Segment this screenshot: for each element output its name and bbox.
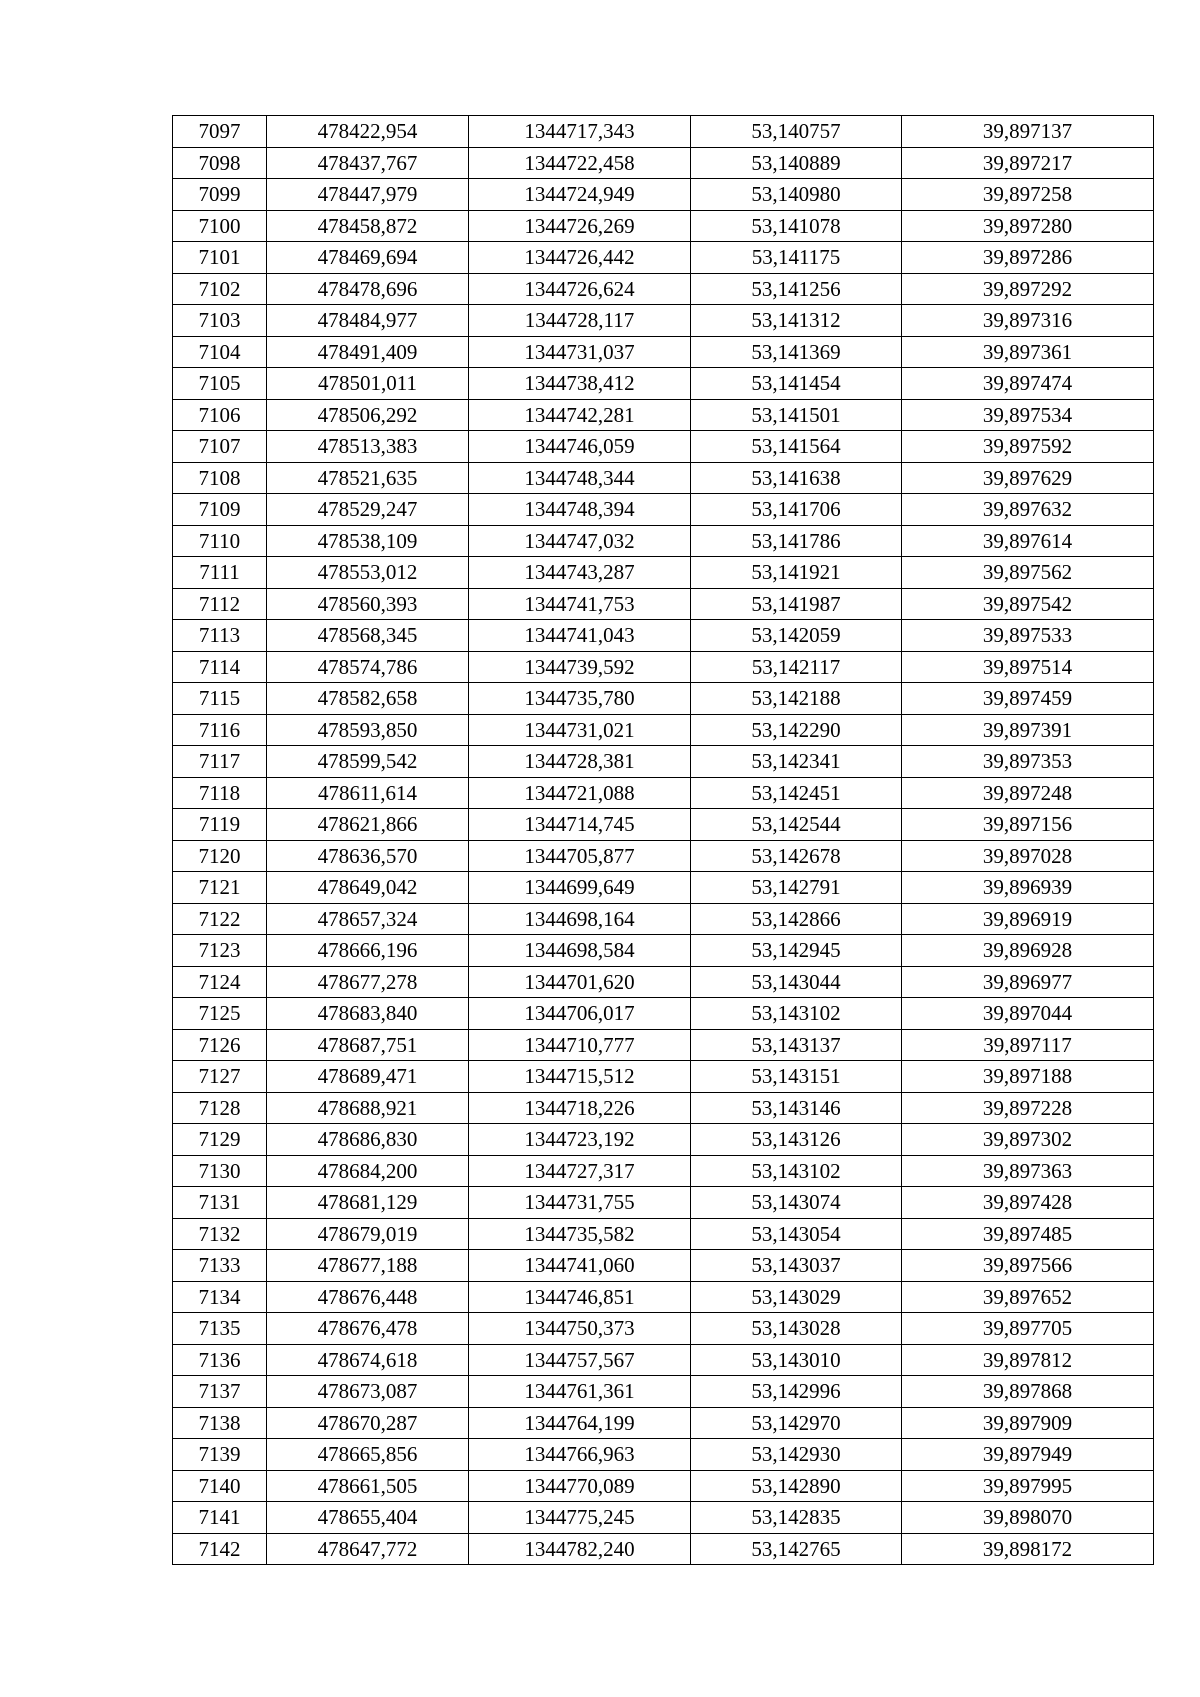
point-number-cell: 7106 <box>173 399 267 431</box>
latitude-cell: 53,142059 <box>691 620 902 652</box>
table-row <box>173 242 1154 274</box>
x-coordinate-cell: 478687,751 <box>267 1029 469 1061</box>
x-coordinate-cell: 478560,393 <box>267 588 469 620</box>
y-coordinate-cell: 1344726,624 <box>469 273 691 305</box>
coordinates-table <box>172 115 1154 1565</box>
longitude-cell: 39,897117 <box>902 1029 1154 1061</box>
x-coordinate-cell: 478529,247 <box>267 494 469 526</box>
longitude-cell: 39,897316 <box>902 305 1154 337</box>
table-row <box>173 273 1154 305</box>
x-coordinate-cell: 478661,505 <box>267 1470 469 1502</box>
y-coordinate-cell: 1344701,620 <box>469 966 691 998</box>
point-number-cell: 7131 <box>173 1187 267 1219</box>
x-coordinate-cell: 478673,087 <box>267 1376 469 1408</box>
longitude-cell: 39,897542 <box>902 588 1154 620</box>
y-coordinate-cell: 1344748,394 <box>469 494 691 526</box>
y-coordinate-cell: 1344766,963 <box>469 1439 691 1471</box>
x-coordinate-cell: 478666,196 <box>267 935 469 967</box>
table-row <box>173 1061 1154 1093</box>
x-coordinate-cell: 478568,345 <box>267 620 469 652</box>
x-coordinate-cell: 478437,767 <box>267 147 469 179</box>
x-coordinate-cell: 478478,696 <box>267 273 469 305</box>
latitude-cell: 53,141638 <box>691 462 902 494</box>
longitude-cell: 39,897949 <box>902 1439 1154 1471</box>
point-number-cell: 7107 <box>173 431 267 463</box>
longitude-cell: 39,897705 <box>902 1313 1154 1345</box>
x-coordinate-cell: 478636,570 <box>267 840 469 872</box>
y-coordinate-cell: 1344757,567 <box>469 1344 691 1376</box>
longitude-cell: 39,897156 <box>902 809 1154 841</box>
table-row <box>173 368 1154 400</box>
table-row <box>173 462 1154 494</box>
latitude-cell: 53,141501 <box>691 399 902 431</box>
latitude-cell: 53,142188 <box>691 683 902 715</box>
longitude-cell: 39,897248 <box>902 777 1154 809</box>
point-number-cell: 7108 <box>173 462 267 494</box>
x-coordinate-cell: 478676,478 <box>267 1313 469 1345</box>
latitude-cell: 53,143029 <box>691 1281 902 1313</box>
latitude-cell: 53,141706 <box>691 494 902 526</box>
y-coordinate-cell: 1344735,780 <box>469 683 691 715</box>
table-row <box>173 1281 1154 1313</box>
table-row <box>173 777 1154 809</box>
x-coordinate-cell: 478484,977 <box>267 305 469 337</box>
point-number-cell: 7121 <box>173 872 267 904</box>
x-coordinate-cell: 478686,830 <box>267 1124 469 1156</box>
longitude-cell: 39,897361 <box>902 336 1154 368</box>
point-number-cell: 7111 <box>173 557 267 589</box>
y-coordinate-cell: 1344738,412 <box>469 368 691 400</box>
x-coordinate-cell: 478657,324 <box>267 903 469 935</box>
y-coordinate-cell: 1344731,755 <box>469 1187 691 1219</box>
point-number-cell: 7103 <box>173 305 267 337</box>
table-row <box>173 588 1154 620</box>
latitude-cell: 53,142341 <box>691 746 902 778</box>
point-number-cell: 7133 <box>173 1250 267 1282</box>
point-number-cell: 7112 <box>173 588 267 620</box>
point-number-cell: 7142 <box>173 1533 267 1565</box>
point-number-cell: 7123 <box>173 935 267 967</box>
longitude-cell: 39,897228 <box>902 1092 1154 1124</box>
table-row <box>173 966 1154 998</box>
y-coordinate-cell: 1344747,032 <box>469 525 691 557</box>
point-number-cell: 7099 <box>173 179 267 211</box>
y-coordinate-cell: 1344714,745 <box>469 809 691 841</box>
point-number-cell: 7104 <box>173 336 267 368</box>
longitude-cell: 39,897217 <box>902 147 1154 179</box>
latitude-cell: 53,142890 <box>691 1470 902 1502</box>
y-coordinate-cell: 1344782,240 <box>469 1533 691 1565</box>
longitude-cell: 39,897292 <box>902 273 1154 305</box>
latitude-cell: 53,141564 <box>691 431 902 463</box>
x-coordinate-cell: 478521,635 <box>267 462 469 494</box>
y-coordinate-cell: 1344770,089 <box>469 1470 691 1502</box>
table-row <box>173 210 1154 242</box>
table-row <box>173 525 1154 557</box>
x-coordinate-cell: 478649,042 <box>267 872 469 904</box>
y-coordinate-cell: 1344724,949 <box>469 179 691 211</box>
y-coordinate-cell: 1344706,017 <box>469 998 691 1030</box>
x-coordinate-cell: 478665,856 <box>267 1439 469 1471</box>
longitude-cell: 39,897302 <box>902 1124 1154 1156</box>
longitude-cell: 39,897391 <box>902 714 1154 746</box>
table-row <box>173 840 1154 872</box>
longitude-cell: 39,897028 <box>902 840 1154 872</box>
latitude-cell: 53,141078 <box>691 210 902 242</box>
longitude-cell: 39,897188 <box>902 1061 1154 1093</box>
table-row <box>173 1502 1154 1534</box>
table-row <box>173 1407 1154 1439</box>
y-coordinate-cell: 1344728,381 <box>469 746 691 778</box>
longitude-cell: 39,897258 <box>902 179 1154 211</box>
longitude-cell: 39,897995 <box>902 1470 1154 1502</box>
y-coordinate-cell: 1344726,269 <box>469 210 691 242</box>
longitude-cell: 39,897280 <box>902 210 1154 242</box>
table-row <box>173 1313 1154 1345</box>
y-coordinate-cell: 1344731,037 <box>469 336 691 368</box>
y-coordinate-cell: 1344718,226 <box>469 1092 691 1124</box>
latitude-cell: 53,142866 <box>691 903 902 935</box>
latitude-cell: 53,142791 <box>691 872 902 904</box>
latitude-cell: 53,141312 <box>691 305 902 337</box>
y-coordinate-cell: 1344728,117 <box>469 305 691 337</box>
x-coordinate-cell: 478501,011 <box>267 368 469 400</box>
point-number-cell: 7118 <box>173 777 267 809</box>
y-coordinate-cell: 1344726,442 <box>469 242 691 274</box>
x-coordinate-cell: 478611,614 <box>267 777 469 809</box>
y-coordinate-cell: 1344741,043 <box>469 620 691 652</box>
latitude-cell: 53,143146 <box>691 1092 902 1124</box>
table-row <box>173 1155 1154 1187</box>
longitude-cell: 39,898070 <box>902 1502 1154 1534</box>
y-coordinate-cell: 1344717,343 <box>469 116 691 148</box>
point-number-cell: 7130 <box>173 1155 267 1187</box>
latitude-cell: 53,142544 <box>691 809 902 841</box>
longitude-cell: 39,897592 <box>902 431 1154 463</box>
latitude-cell: 53,141175 <box>691 242 902 274</box>
point-number-cell: 7102 <box>173 273 267 305</box>
latitude-cell: 53,143102 <box>691 1155 902 1187</box>
y-coordinate-cell: 1344743,287 <box>469 557 691 589</box>
x-coordinate-cell: 478458,872 <box>267 210 469 242</box>
point-number-cell: 7114 <box>173 651 267 683</box>
longitude-cell: 39,896977 <box>902 966 1154 998</box>
x-coordinate-cell: 478677,188 <box>267 1250 469 1282</box>
y-coordinate-cell: 1344723,192 <box>469 1124 691 1156</box>
point-number-cell: 7140 <box>173 1470 267 1502</box>
latitude-cell: 53,141256 <box>691 273 902 305</box>
table-row <box>173 1187 1154 1219</box>
longitude-cell: 39,897629 <box>902 462 1154 494</box>
x-coordinate-cell: 478684,200 <box>267 1155 469 1187</box>
y-coordinate-cell: 1344739,592 <box>469 651 691 683</box>
table-row <box>173 1218 1154 1250</box>
longitude-cell: 39,897474 <box>902 368 1154 400</box>
y-coordinate-cell: 1344775,245 <box>469 1502 691 1534</box>
y-coordinate-cell: 1344710,777 <box>469 1029 691 1061</box>
table-row <box>173 683 1154 715</box>
table-row <box>173 179 1154 211</box>
x-coordinate-cell: 478513,383 <box>267 431 469 463</box>
point-number-cell: 7100 <box>173 210 267 242</box>
coordinates-table-body <box>173 116 1154 1565</box>
point-number-cell: 7101 <box>173 242 267 274</box>
y-coordinate-cell: 1344715,512 <box>469 1061 691 1093</box>
point-number-cell: 7105 <box>173 368 267 400</box>
point-number-cell: 7136 <box>173 1344 267 1376</box>
y-coordinate-cell: 1344750,373 <box>469 1313 691 1345</box>
y-coordinate-cell: 1344735,582 <box>469 1218 691 1250</box>
longitude-cell: 39,897514 <box>902 651 1154 683</box>
table-row <box>173 1376 1154 1408</box>
x-coordinate-cell: 478681,129 <box>267 1187 469 1219</box>
point-number-cell: 7116 <box>173 714 267 746</box>
y-coordinate-cell: 1344761,361 <box>469 1376 691 1408</box>
y-coordinate-cell: 1344764,199 <box>469 1407 691 1439</box>
latitude-cell: 53,143044 <box>691 966 902 998</box>
x-coordinate-cell: 478621,866 <box>267 809 469 841</box>
x-coordinate-cell: 478679,019 <box>267 1218 469 1250</box>
table-row <box>173 809 1154 841</box>
latitude-cell: 53,140757 <box>691 116 902 148</box>
x-coordinate-cell: 478599,542 <box>267 746 469 778</box>
x-coordinate-cell: 478683,840 <box>267 998 469 1030</box>
table-row <box>173 714 1154 746</box>
x-coordinate-cell: 478688,921 <box>267 1092 469 1124</box>
x-coordinate-cell: 478469,694 <box>267 242 469 274</box>
y-coordinate-cell: 1344721,088 <box>469 777 691 809</box>
x-coordinate-cell: 478553,012 <box>267 557 469 589</box>
x-coordinate-cell: 478689,471 <box>267 1061 469 1093</box>
table-row <box>173 651 1154 683</box>
table-row <box>173 557 1154 589</box>
x-coordinate-cell: 478582,658 <box>267 683 469 715</box>
y-coordinate-cell: 1344722,458 <box>469 147 691 179</box>
table-row <box>173 1029 1154 1061</box>
latitude-cell: 53,143102 <box>691 998 902 1030</box>
x-coordinate-cell: 478538,109 <box>267 525 469 557</box>
table-row <box>173 147 1154 179</box>
longitude-cell: 39,897353 <box>902 746 1154 778</box>
latitude-cell: 53,143137 <box>691 1029 902 1061</box>
table-row <box>173 1250 1154 1282</box>
longitude-cell: 39,897566 <box>902 1250 1154 1282</box>
table-row <box>173 998 1154 1030</box>
point-number-cell: 7141 <box>173 1502 267 1534</box>
table-row <box>173 336 1154 368</box>
longitude-cell: 39,897562 <box>902 557 1154 589</box>
point-number-cell: 7098 <box>173 147 267 179</box>
table-row <box>173 305 1154 337</box>
longitude-cell: 39,897286 <box>902 242 1154 274</box>
longitude-cell: 39,897363 <box>902 1155 1154 1187</box>
latitude-cell: 53,142451 <box>691 777 902 809</box>
table-row <box>173 903 1154 935</box>
latitude-cell: 53,141454 <box>691 368 902 400</box>
longitude-cell: 39,897533 <box>902 620 1154 652</box>
y-coordinate-cell: 1344699,649 <box>469 872 691 904</box>
table-row <box>173 1533 1154 1565</box>
latitude-cell: 53,142970 <box>691 1407 902 1439</box>
table-row <box>173 1124 1154 1156</box>
table-row <box>173 1344 1154 1376</box>
point-number-cell: 7115 <box>173 683 267 715</box>
table-row <box>173 431 1154 463</box>
y-coordinate-cell: 1344742,281 <box>469 399 691 431</box>
table-row <box>173 620 1154 652</box>
point-number-cell: 7125 <box>173 998 267 1030</box>
longitude-cell: 39,897614 <box>902 525 1154 557</box>
latitude-cell: 53,143074 <box>691 1187 902 1219</box>
table-row <box>173 399 1154 431</box>
longitude-cell: 39,897485 <box>902 1218 1154 1250</box>
point-number-cell: 7110 <box>173 525 267 557</box>
latitude-cell: 53,141786 <box>691 525 902 557</box>
x-coordinate-cell: 478447,979 <box>267 179 469 211</box>
table-row <box>173 116 1154 148</box>
y-coordinate-cell: 1344727,317 <box>469 1155 691 1187</box>
longitude-cell: 39,896919 <box>902 903 1154 935</box>
point-number-cell: 7127 <box>173 1061 267 1093</box>
table-row <box>173 1092 1154 1124</box>
latitude-cell: 53,142930 <box>691 1439 902 1471</box>
longitude-cell: 39,897459 <box>902 683 1154 715</box>
latitude-cell: 53,141369 <box>691 336 902 368</box>
table-row <box>173 746 1154 778</box>
latitude-cell: 53,140889 <box>691 147 902 179</box>
x-coordinate-cell: 478655,404 <box>267 1502 469 1534</box>
point-number-cell: 7113 <box>173 620 267 652</box>
latitude-cell: 53,142290 <box>691 714 902 746</box>
table-row <box>173 1439 1154 1471</box>
longitude-cell: 39,897428 <box>902 1187 1154 1219</box>
x-coordinate-cell: 478647,772 <box>267 1533 469 1565</box>
point-number-cell: 7135 <box>173 1313 267 1345</box>
x-coordinate-cell: 478677,278 <box>267 966 469 998</box>
latitude-cell: 53,141921 <box>691 557 902 589</box>
y-coordinate-cell: 1344698,164 <box>469 903 691 935</box>
latitude-cell: 53,143028 <box>691 1313 902 1345</box>
point-number-cell: 7109 <box>173 494 267 526</box>
longitude-cell: 39,897812 <box>902 1344 1154 1376</box>
point-number-cell: 7097 <box>173 116 267 148</box>
point-number-cell: 7137 <box>173 1376 267 1408</box>
y-coordinate-cell: 1344746,851 <box>469 1281 691 1313</box>
point-number-cell: 7138 <box>173 1407 267 1439</box>
table-row <box>173 1470 1154 1502</box>
x-coordinate-cell: 478676,448 <box>267 1281 469 1313</box>
table-row <box>173 872 1154 904</box>
latitude-cell: 53,142996 <box>691 1376 902 1408</box>
longitude-cell: 39,897137 <box>902 116 1154 148</box>
point-number-cell: 7122 <box>173 903 267 935</box>
point-number-cell: 7132 <box>173 1218 267 1250</box>
point-number-cell: 7128 <box>173 1092 267 1124</box>
latitude-cell: 53,142765 <box>691 1533 902 1565</box>
x-coordinate-cell: 478593,850 <box>267 714 469 746</box>
x-coordinate-cell: 478674,618 <box>267 1344 469 1376</box>
latitude-cell: 53,142117 <box>691 651 902 683</box>
x-coordinate-cell: 478491,409 <box>267 336 469 368</box>
point-number-cell: 7117 <box>173 746 267 778</box>
point-number-cell: 7124 <box>173 966 267 998</box>
latitude-cell: 53,143037 <box>691 1250 902 1282</box>
latitude-cell: 53,143010 <box>691 1344 902 1376</box>
longitude-cell: 39,897868 <box>902 1376 1154 1408</box>
table-row <box>173 935 1154 967</box>
longitude-cell: 39,897652 <box>902 1281 1154 1313</box>
longitude-cell: 39,897632 <box>902 494 1154 526</box>
longitude-cell: 39,896939 <box>902 872 1154 904</box>
table-row <box>173 494 1154 526</box>
y-coordinate-cell: 1344705,877 <box>469 840 691 872</box>
latitude-cell: 53,143151 <box>691 1061 902 1093</box>
latitude-cell: 53,142835 <box>691 1502 902 1534</box>
point-number-cell: 7134 <box>173 1281 267 1313</box>
longitude-cell: 39,897044 <box>902 998 1154 1030</box>
longitude-cell: 39,897909 <box>902 1407 1154 1439</box>
point-number-cell: 7120 <box>173 840 267 872</box>
latitude-cell: 53,142678 <box>691 840 902 872</box>
y-coordinate-cell: 1344698,584 <box>469 935 691 967</box>
latitude-cell: 53,141987 <box>691 588 902 620</box>
y-coordinate-cell: 1344741,753 <box>469 588 691 620</box>
latitude-cell: 53,143054 <box>691 1218 902 1250</box>
x-coordinate-cell: 478574,786 <box>267 651 469 683</box>
latitude-cell: 53,143126 <box>691 1124 902 1156</box>
y-coordinate-cell: 1344731,021 <box>469 714 691 746</box>
point-number-cell: 7129 <box>173 1124 267 1156</box>
x-coordinate-cell: 478670,287 <box>267 1407 469 1439</box>
x-coordinate-cell: 478422,954 <box>267 116 469 148</box>
point-number-cell: 7126 <box>173 1029 267 1061</box>
y-coordinate-cell: 1344741,060 <box>469 1250 691 1282</box>
longitude-cell: 39,898172 <box>902 1533 1154 1565</box>
point-number-cell: 7119 <box>173 809 267 841</box>
y-coordinate-cell: 1344748,344 <box>469 462 691 494</box>
latitude-cell: 53,140980 <box>691 179 902 211</box>
longitude-cell: 39,897534 <box>902 399 1154 431</box>
latitude-cell: 53,142945 <box>691 935 902 967</box>
y-coordinate-cell: 1344746,059 <box>469 431 691 463</box>
x-coordinate-cell: 478506,292 <box>267 399 469 431</box>
longitude-cell: 39,896928 <box>902 935 1154 967</box>
point-number-cell: 7139 <box>173 1439 267 1471</box>
